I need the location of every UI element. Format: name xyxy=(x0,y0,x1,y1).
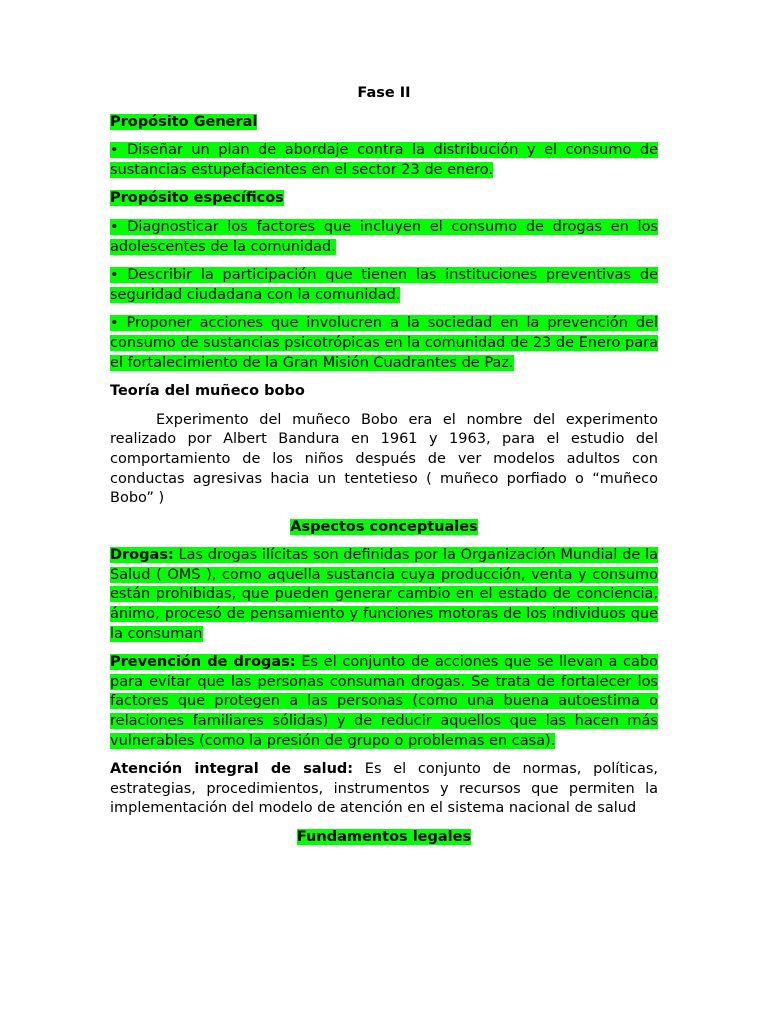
proposito-especifico-item-3 xyxy=(110,314,658,373)
aspectos-heading-text: Aspectos conceptuales xyxy=(290,518,478,535)
drogas-paragraph xyxy=(110,546,658,644)
prevencion-term: Prevención de drogas: xyxy=(110,654,296,671)
proposito-especifico-text-1: • Diagnosticar los factores que incluyen el consumo de drogas en los adolescentes de la comunidad. xyxy=(110,218,658,255)
document-title-text: Fase II xyxy=(357,85,411,101)
drogas-text: Las drogas ilícitas son definidas por la Organización Mundial de la Salud ( OMS ), como aquella sustancia cuya producción, venta y consumo están prohibidas, que pueden generar cambio en el estado de conciencia, ánimo, procesó de pensamiento y funciones motoras de los individuos que la consuman xyxy=(110,547,658,642)
document-title xyxy=(110,84,658,104)
proposito-general-heading xyxy=(110,113,658,133)
proposito-especifico-item-2 xyxy=(110,266,658,305)
prevencion-paragraph xyxy=(110,653,658,751)
aspectos-heading xyxy=(110,518,658,538)
drogas-term: Drogas: xyxy=(110,547,174,564)
proposito-especifico-text-2: • Describir la participación que tienen las instituciones preventivas de seguridad ciudadana con la comunidad. xyxy=(110,267,658,303)
propositos-especificos-heading xyxy=(110,189,658,209)
atencion-term: Atención integral de salud: xyxy=(110,761,354,778)
fundamentos-heading-text: Fundamentos legales xyxy=(296,829,472,845)
document-page xyxy=(110,84,658,857)
proposito-general-item xyxy=(110,141,658,180)
atencion-paragraph xyxy=(110,760,658,819)
proposito-general-heading-text: Propósito General xyxy=(110,113,258,130)
proposito-especifico-text-3: • Proponer acciones que involucren a la sociedad en la prevención del consumo de sustancias psicotrópicas en la comunidad de 23 de Enero para el fortalecimiento de la Gran Misión Cuadrantes de Paz. xyxy=(110,315,658,371)
atencion-text: Es el conjunto de normas, políticas, estrategias, procedimientos, instrumentos y recursos que permiten la implementación del modelo de atención en el sistema nacional de salud xyxy=(110,761,658,817)
proposito-especifico-item-1 xyxy=(110,218,658,257)
propositos-especificos-heading-text: Propósito específicos xyxy=(110,190,284,207)
prevencion-text: Es el conjunto de acciones que se llevan a cabo para evitar que las personas consuman drogas. Se trata de fortalecer los factores que protegen a las personas (como una buena autoestima o relaciones familiares sólidas) y de reducir aquellos que las hacen más vulnerables (como la presión de grupo o problemas en casa). xyxy=(110,654,658,749)
drogas-highlight xyxy=(110,547,658,641)
teoria-paragraph: Experimento del muñeco Bobo era el nombre del experimento realizado por Albert Bandura en 1961 y 1963, para el estudio del comportamiento de los niños después de ver modelos adultos con conductas agresivas hacia un tentetieso ( muñeco porfiado o “muñeco Bobo” ) xyxy=(110,411,658,507)
proposito-general-text: • Diseñar un plan de abordaje contra la distribución y el consumo de sustancias estupefacientes en el sector 23 de enero. xyxy=(110,142,658,178)
prevencion-highlight xyxy=(110,654,658,748)
teoria-heading: Teoría del muñeco bobo xyxy=(110,383,305,400)
fundamentos-heading xyxy=(110,828,658,848)
